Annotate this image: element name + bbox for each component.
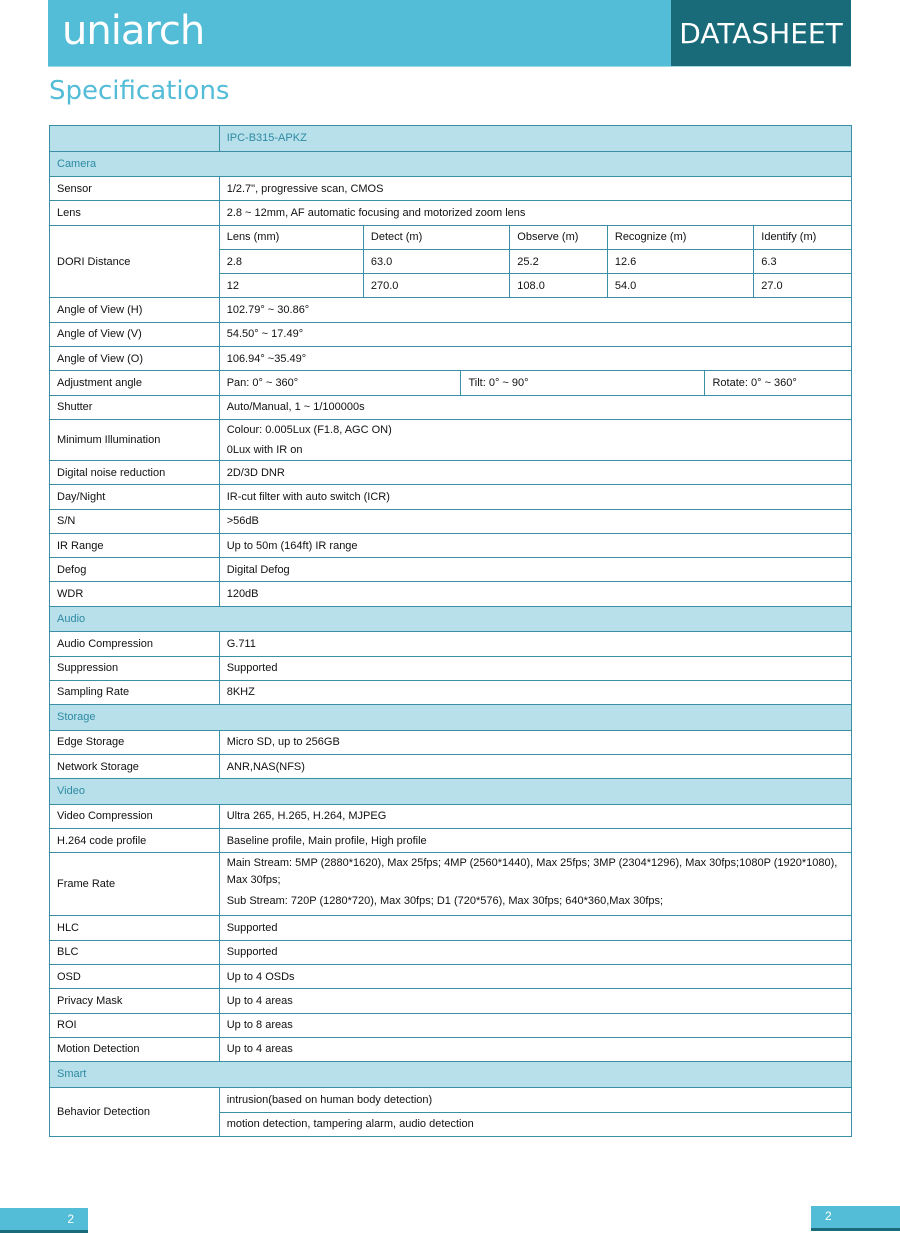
table-row: WDR 120dB [50, 582, 852, 606]
table-row: Privacy Mask Up to 4 areas [50, 989, 852, 1013]
table-row: Suppression Supported [50, 656, 852, 680]
table-row: Sensor 1/2.7", progressive scan, CMOS [50, 177, 852, 201]
table-row: Angle of View (V) 54.50° ~ 17.49° [50, 322, 852, 346]
table-row: Defog Digital Defog [50, 558, 852, 582]
table-row: Digital noise reduction 2D/3D DNR [50, 460, 852, 484]
spec-table [49, 125, 852, 1137]
table-row: Video Compression Ultra 265, H.265, H.264, MJPEG [50, 804, 852, 828]
table-row: Sampling Rate 8KHZ [50, 680, 852, 704]
table-row: Frame Rate Main Stream: 5MP (2880*1620), Max 25fps; 4MP (2560*1440), Max 25fps; 3MP (2304*1296), Max 30fps;1080P (1920*1080), Max 30fps; Sub Stream: 720P (1280*720), Max 30fps; D1 (720*576), Max 30fps; 640*360,Max 30fps; [50, 853, 852, 916]
section-storage: Storage [50, 705, 852, 731]
table-row: Edge Storage Micro SD, up to 256GB [50, 730, 852, 754]
page-number-right: 2 [811, 1206, 900, 1231]
model-name: IPC-B315-APKZ [219, 126, 851, 152]
table-row: Angle of View (O) 106.94° ~35.49° [50, 347, 852, 371]
table-row: BLC Supported [50, 940, 852, 964]
uniarch-logo: uniarch [62, 8, 205, 54]
dori-row: 12 270.0 108.0 54.0 27.0 [50, 274, 852, 298]
table-row: Behavior Detection intrusion(based on human body detection) [50, 1087, 852, 1112]
table-row: Angle of View (H) 102.79° ~ 30.86° [50, 298, 852, 322]
section-smart: Smart [50, 1062, 852, 1088]
section-audio: Audio [50, 606, 852, 632]
table-row: Adjustment angle Pan: 0° ~ 360° Tilt: 0° ~ 90° Rotate: 0° ~ 360° [50, 371, 852, 395]
page-title: Specifications [49, 76, 230, 106]
table-row: HLC Supported [50, 916, 852, 940]
table-row: Motion Detection Up to 4 areas [50, 1037, 852, 1061]
section-video: Video [50, 779, 852, 805]
table-row: Audio Compression G.711 [50, 632, 852, 656]
table-row: Day/Night IR-cut filter with auto switch (ICR) [50, 485, 852, 509]
model-row [50, 126, 852, 152]
table-row: motion detection, tampering alarm, audio detection [50, 1112, 852, 1136]
page-number-left: 2 [0, 1208, 88, 1233]
table-row: ROI Up to 8 areas [50, 1013, 852, 1037]
table-row: Shutter Auto/Manual, 1 ~ 1/100000s [50, 395, 852, 419]
header-banner [48, 0, 851, 67]
table-row: Minimum Illumination Colour: 0.005Lux (F1.8, AGC ON) 0Lux with IR on [50, 419, 852, 460]
table-row: S/N >56dB [50, 509, 852, 533]
datasheet-badge: DATASHEET [671, 0, 851, 66]
table-row: Network Storage ANR,NAS(NFS) [50, 754, 852, 778]
table-row: H.264 code profile Baseline profile, Main profile, High profile [50, 829, 852, 853]
dori-header-row: DORI Distance Lens (mm) Detect (m) Observe (m) Recognize (m) Identify (m) [50, 225, 852, 249]
table-row: OSD Up to 4 OSDs [50, 964, 852, 988]
table-row: IR Range Up to 50m (164ft) IR range [50, 533, 852, 557]
section-camera: Camera [50, 151, 852, 177]
dori-row: 2.8 63.0 25.2 12.6 6.3 [50, 249, 852, 273]
table-row: Lens 2.8 ~ 12mm, AF automatic focusing and motorized zoom lens [50, 201, 852, 225]
